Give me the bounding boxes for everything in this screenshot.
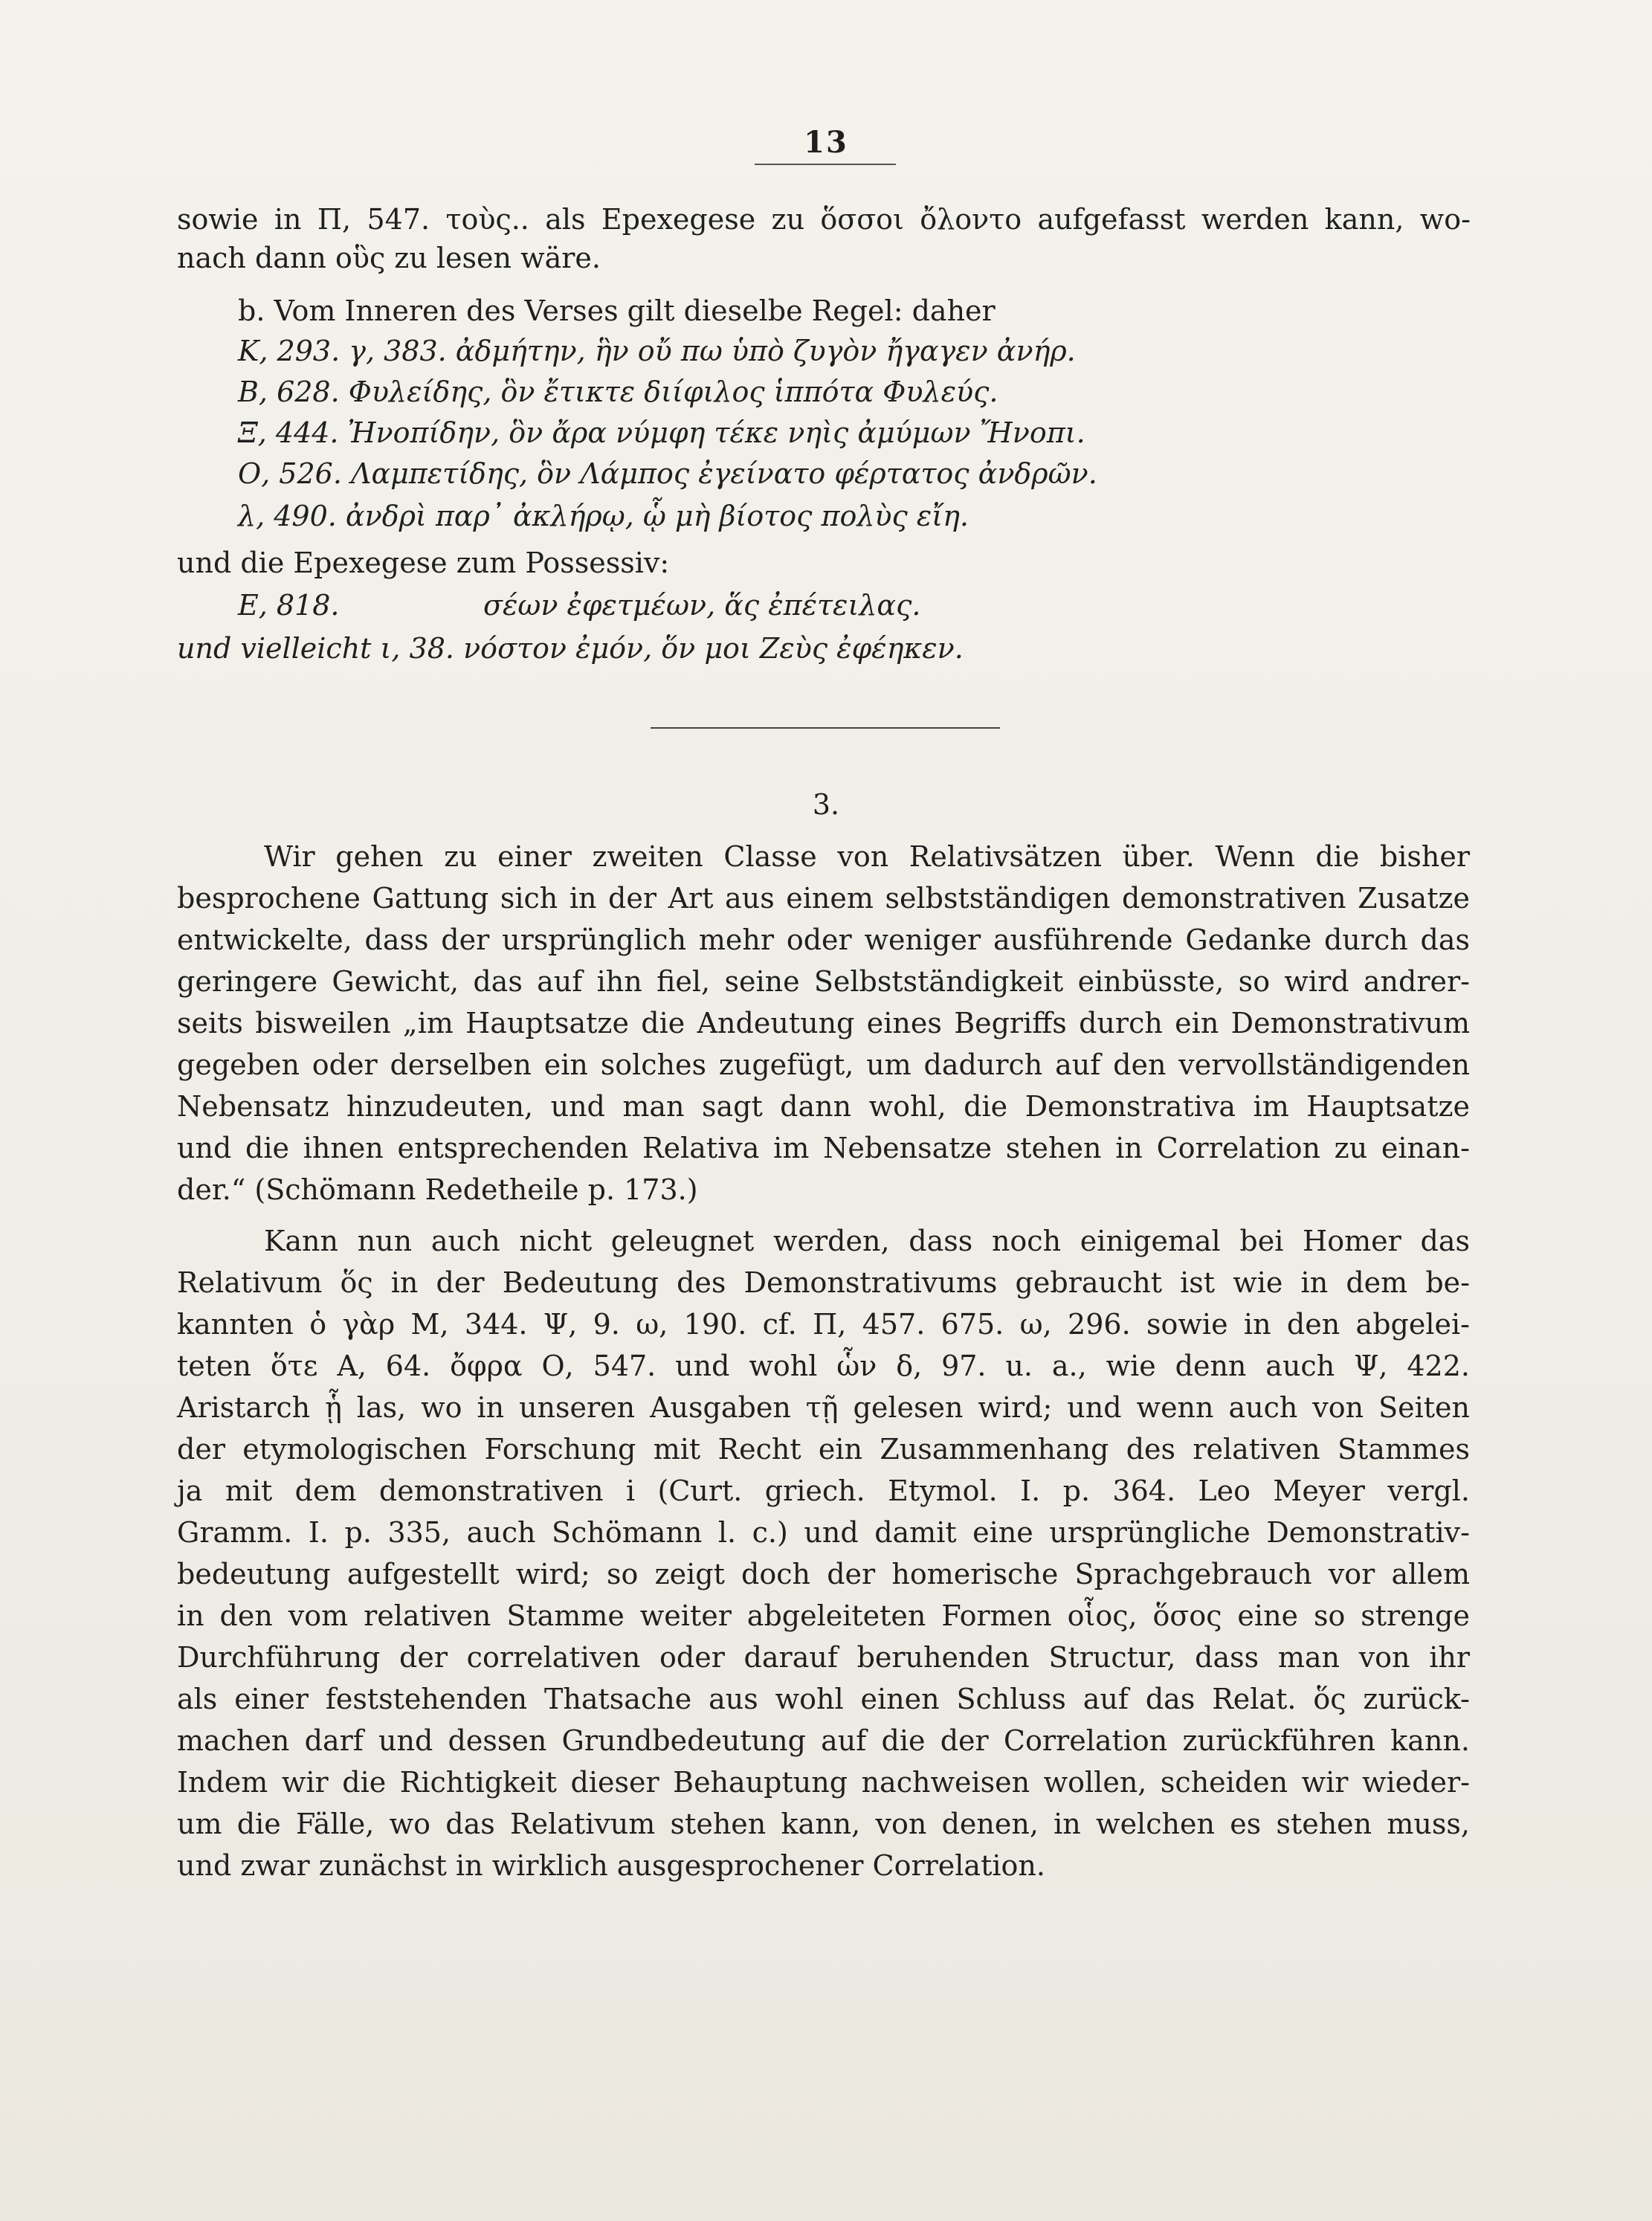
paragraph-line: geringere Gewicht, das auf ihn fiel, seine Selbstständigkeit einbüsste, so wird andrer- <box>177 965 1470 998</box>
text-line: und vielleicht ι, 38. νόστον ἐμόν, ὅν μοι Ζεὺς ἐφέηκεν. <box>177 632 964 665</box>
paragraph-line: teten ὅτε Α, 64. ὄφρα Ο, 547. und wohl ὧν δ, 97. u. a., wie denn auch Ψ, 422. <box>177 1350 1470 1382</box>
text-line: b. Vom Inneren des Verses gilt dieselbe Regel: daher <box>238 294 996 327</box>
paragraph-line: Aristarch ᾗ las, wo in unseren Ausgaben τῇ gelesen wird; und wenn auch von Seiten <box>177 1391 1470 1424</box>
paragraph-line: Wir gehen zu einer zweiten Classe von Relativsätzen über. Wenn die bisher <box>264 840 1470 873</box>
citation-line: λ, 490. ἀνδρὶ παρ᾽ ἀκλήρῳ, ᾧ μὴ βίοτος πολὺς εἴη. <box>238 500 969 532</box>
paragraph-line: ja mit dem demonstrativen i (Curt. griech. Etymol. I. p. 364. Leo Meyer vergl. <box>177 1474 1470 1507</box>
paragraph-line: Nebensatz hinzudeuten, und man sagt dann wohl, die Demonstrativa im Hauptsatze <box>177 1090 1470 1123</box>
paragraph-line: Kann nun auch nicht geleugnet werden, dass noch einigemal bei Homer das <box>264 1225 1470 1257</box>
paragraph-line: machen darf und dessen Grundbedeutung auf die der Correlation zurückführen kann. <box>177 1724 1470 1757</box>
citation-text: σέων ἐφετμέων, ἅς ἐπέτειλας. <box>483 589 921 622</box>
paragraph-line: der etymologischen Forschung mit Recht ein Zusammenhang des relativen Stammes <box>177 1433 1470 1466</box>
paragraph-line: Durchführung der correlativen oder darauf beruhenden Structur, dass man von ihr <box>177 1641 1470 1674</box>
section-number: 3. <box>812 788 840 821</box>
paragraph-line: entwickelte, dass der ursprünglich mehr oder weniger ausführende Gedanke durch das <box>177 923 1470 956</box>
paragraph-line: gegeben oder derselben ein solches zugefügt, um dadurch auf den vervollständigenden <box>177 1048 1470 1081</box>
paragraph-line: bedeutung aufgestellt wird; so zeigt doch der homerische Sprachgebrauch vor allem <box>177 1558 1470 1590</box>
text-line: nach dann οὓς zu lesen wäre. <box>177 242 601 274</box>
paragraph-line: und zwar zunächst in wirklich ausgesprochener Correlation. <box>177 1849 1045 1882</box>
citation-line: Β, 628. Φυλείδης, ὃν ἔτικτε διίφιλος ἱππότα Φυλεύς. <box>238 375 998 408</box>
text-line: und die Epexegese zum Possessiv: <box>177 547 670 579</box>
paragraph-line: um die Fälle, wo das Relativum stehen kann, von denen, in welchen es stehen muss, <box>177 1808 1470 1840</box>
text-line: sowie in Π, 547. τοὺς.. als Epexegese zu ὅσσοι ὄλοντο aufgefasst werden kann, wo- <box>177 203 1471 236</box>
paragraph-line: der.“ (Schömann Redetheile p. 173.) <box>177 1173 698 1206</box>
citation-line: Ξ, 444. Ἠνοπίδην, ὃν ἄρα νύμφη τέκε νηὶς ἀμύμων Ἤνοπι. <box>238 416 1085 449</box>
paragraph-line: und die ihnen entsprechenden Relativa im Nebensatze stehen in Correlation zu einan- <box>177 1132 1470 1164</box>
page-number-rule <box>755 164 896 165</box>
citation-line: Κ, 293. γ, 383. ἀδμήτην, ἣν οὔ πω ὑπὸ ζυγὸν ἤγαγεν ἀνήρ. <box>238 335 1076 367</box>
paragraph-line: seits bisweilen „im Hauptsatze die Andeutung eines Begriffs durch ein Demonstrativum <box>177 1007 1470 1039</box>
paragraph-line: in den vom relativen Stamme weiter abgeleiteten Formen οἷος, ὅσος eine so strenge <box>177 1599 1470 1632</box>
citation-line: Ο, 526. Λαμπετίδης, ὃν Λάμπος ἐγείνατο φέρτατος ἀνδρῶν. <box>238 457 1097 490</box>
paragraph-line: kannten ὁ γὰρ Μ, 344. Ψ, 9. ω, 190. cf. Π, 457. 675. ω, 296. sowie in den abgelei- <box>177 1308 1470 1341</box>
paragraph-line: besprochene Gattung sich in der Art aus einem selbstständigen demonstrativen Zusatze <box>177 882 1470 915</box>
paragraph-line: als einer feststehenden Thatsache aus wohl einen Schluss auf das Relat. ὅς zurück- <box>177 1683 1470 1715</box>
paragraph-line: Gramm. I. p. 335, auch Schömann l. c.) und damit eine ursprüngliche Demonstrativ- <box>177 1516 1470 1549</box>
citation-ref: Ε, 818. <box>238 589 340 622</box>
page-number: 13 <box>804 125 848 160</box>
paragraph-line: Indem wir die Richtigkeit dieser Behauptung nachweisen wollen, scheiden wir wieder- <box>177 1766 1470 1799</box>
paragraph-line: Relativum ὅς in der Bedeutung des Demonstrativums gebraucht ist wie in dem be- <box>177 1266 1470 1299</box>
section-divider <box>651 727 1000 729</box>
